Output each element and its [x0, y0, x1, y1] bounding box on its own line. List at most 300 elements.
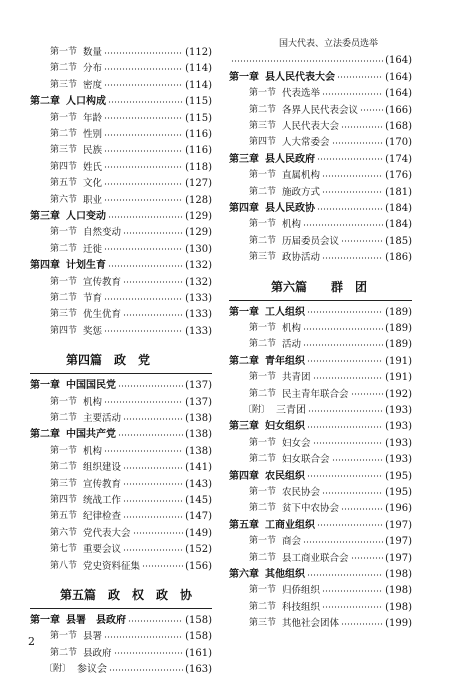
- toc-section-entry: [30, 647, 212, 660]
- toc-section-entry: [30, 144, 212, 157]
- entry-number: 第二节: [249, 388, 277, 399]
- entry-title: 妇女联合会: [282, 454, 330, 466]
- leader-dots: [142, 565, 183, 567]
- heading-rule: [30, 608, 212, 609]
- entry-page: (198): [385, 601, 412, 613]
- entry-number: 第三章: [30, 211, 60, 222]
- entry-number: 第四节: [50, 495, 78, 505]
- entry-page: (132): [185, 260, 212, 272]
- entry-number: 第四节: [50, 161, 78, 172]
- leader-dots: [104, 401, 183, 403]
- entry-page: (127): [185, 178, 212, 190]
- entry-number: 第二节: [50, 293, 78, 303]
- leader-dots: [123, 500, 183, 502]
- toc-chapter-entry: [229, 470, 412, 483]
- entry-page: (141): [185, 462, 212, 474]
- leader-dots: [322, 191, 383, 193]
- toc-section-entry: [229, 104, 412, 117]
- entry-number: 第四节: [249, 137, 277, 148]
- leader-dots: [322, 606, 383, 608]
- entry-page: (133): [185, 293, 212, 304]
- toc-chapter-entry: [30, 259, 212, 272]
- entry-page: (129): [185, 227, 212, 239]
- entry-page: (137): [185, 396, 212, 408]
- toc-chapter-entry: [229, 153, 412, 166]
- leader-dots: [303, 224, 383, 226]
- toc-section-entry: [30, 412, 212, 425]
- leader-dots: [118, 434, 183, 436]
- entry-number: 第六节: [50, 527, 78, 538]
- entry-number: 第一章: [229, 71, 259, 83]
- entry-page: (199): [385, 618, 412, 630]
- entry-number: 第六节: [50, 194, 78, 205]
- entry-page: (192): [385, 388, 412, 400]
- entry-number: 〔附〕: [44, 664, 72, 675]
- entry-number: 第一节: [50, 47, 78, 57]
- leader-dots: [341, 508, 383, 510]
- entry-title: 民主青年联合会: [282, 388, 349, 400]
- entry-page: (168): [385, 121, 412, 132]
- leader-dots: [123, 467, 183, 469]
- leader-dots: [123, 483, 183, 485]
- leader-dots: [322, 175, 383, 177]
- entry-page: (115): [185, 96, 212, 108]
- entry-title: 历届委员会议: [282, 235, 340, 247]
- entry-page: (128): [185, 194, 212, 206]
- leader-dots: [104, 52, 183, 54]
- leader-dots: [303, 328, 383, 330]
- toc-section-entry: [30, 560, 212, 573]
- leader-dots: [123, 281, 183, 283]
- entry-title: 县人民政协: [265, 203, 315, 214]
- entry-page: (198): [385, 569, 412, 580]
- toc-section-entry: [30, 308, 212, 321]
- entry-page: (114): [185, 79, 212, 91]
- entry-number: 第二节: [50, 243, 78, 254]
- entry-number: 第八节: [50, 560, 78, 571]
- leader-dots: [128, 620, 183, 622]
- entry-title: 人口构成: [66, 96, 106, 108]
- leader-dots: [337, 76, 383, 78]
- leader-dots: [307, 426, 383, 428]
- leader-dots: [303, 344, 383, 346]
- entry-page: (114): [185, 63, 212, 75]
- toc-section-entry: [229, 502, 412, 515]
- entry-number: 第三节: [50, 309, 78, 320]
- entry-page: (189): [385, 306, 412, 318]
- entry-page: (193): [385, 454, 412, 466]
- entry-number: 第二节: [50, 462, 78, 473]
- entry-number: 第四章: [229, 203, 259, 214]
- entry-page: (196): [385, 503, 412, 515]
- toc-section-entry: [229, 453, 412, 466]
- leader-dots: [341, 126, 383, 128]
- leader-dots: [360, 109, 383, 111]
- leader-dots: [313, 377, 384, 379]
- entry-title: 节育: [83, 293, 103, 304]
- leader-dots: [104, 298, 183, 300]
- toc-chapter-entry: [30, 428, 212, 441]
- entry-title: 商会: [282, 536, 302, 548]
- entry-number: 第三节: [50, 145, 78, 156]
- entry-title: 中国共产党: [66, 429, 116, 441]
- leader-dots: [104, 84, 183, 86]
- toc-section-entry: [30, 461, 212, 474]
- toc-section-entry: [229, 552, 412, 565]
- entry-title: 主要活动: [83, 413, 122, 424]
- entry-number: 第二章: [30, 96, 60, 108]
- entry-number: 第一节: [50, 112, 78, 123]
- toc-section-entry: [229, 584, 412, 597]
- toc-section-entry: [229, 617, 412, 630]
- entry-page: (166): [385, 104, 412, 116]
- page-number: 2: [28, 635, 35, 648]
- toc-section-entry: [229, 601, 412, 614]
- toc-section-entry: [30, 396, 212, 409]
- leader-dots: [104, 68, 183, 70]
- entry-number: 第二节: [50, 63, 78, 74]
- entry-page: (158): [185, 615, 212, 626]
- entry-page: (158): [185, 631, 212, 643]
- entry-title: 妇女组织: [265, 421, 305, 433]
- toc-section-entry: [30, 46, 212, 59]
- toc-section-entry: [229, 338, 412, 351]
- entry-number: 第三章: [229, 153, 259, 165]
- leader-dots: [322, 93, 383, 95]
- entry-title: 三青团: [276, 405, 307, 416]
- entry-page: (191): [385, 355, 412, 367]
- entry-number: 第一节: [50, 227, 78, 238]
- entry-number: 第一章: [30, 380, 60, 392]
- entry-page: (116): [185, 145, 212, 157]
- toc-section-entry: [30, 445, 212, 458]
- leader-dots: [313, 442, 384, 444]
- entry-title: 数量: [83, 47, 103, 58]
- leader-dots: [118, 385, 183, 387]
- entry-page: (132): [185, 276, 212, 288]
- toc-section-entry: [30, 177, 212, 190]
- leader-dots: [133, 532, 184, 534]
- entry-number: 第四节: [50, 325, 78, 336]
- toc-section-entry: [30, 292, 212, 305]
- entry-title: 优生优育: [83, 309, 122, 321]
- toc-section-entry: [229, 251, 412, 264]
- entry-number: 第二节: [249, 235, 277, 246]
- entry-title: 国大代表、立法委员选举: [279, 39, 379, 49]
- entry-page: (195): [385, 487, 412, 498]
- entry-title: 县署: [83, 631, 103, 643]
- entry-title: 纪律检查: [83, 511, 122, 523]
- entry-title: 分布: [83, 63, 103, 75]
- entry-number: 第二节: [249, 601, 277, 612]
- toc-section-entry: [30, 663, 212, 676]
- entry-page: (197): [385, 536, 412, 548]
- entry-title: 计划生育: [66, 260, 106, 272]
- entry-number: 第一节: [50, 445, 78, 456]
- toc-chapter-entry: [30, 614, 212, 627]
- entry-page: (138): [185, 445, 212, 457]
- entry-page: (193): [385, 421, 412, 433]
- entry-page: (138): [185, 413, 212, 424]
- part-heading: 第五篇 政 权 政 协: [60, 588, 193, 602]
- heading-rule: [30, 373, 212, 374]
- entry-number: 第二节: [249, 454, 277, 465]
- entry-number: 第二节: [249, 552, 277, 563]
- toc-section-entry: [229, 169, 412, 182]
- entry-title: 共青团: [282, 372, 311, 384]
- entry-title: 宣传教育: [83, 276, 122, 288]
- entry-number: 第二节: [249, 186, 277, 197]
- leader-dots: [104, 636, 183, 638]
- toc-section-entry: [229, 38, 412, 51]
- toc-section-entry: [30, 527, 212, 540]
- entry-number: 第二节: [50, 647, 78, 658]
- entry-title: 密度: [83, 79, 103, 91]
- leader-dots: [108, 101, 183, 103]
- leader-dots: [108, 216, 183, 218]
- toc-section-entry: [229, 535, 412, 548]
- entry-page: (115): [185, 112, 212, 124]
- entry-title: 机构: [282, 323, 302, 334]
- leader-dots: [123, 232, 183, 234]
- entry-page: (170): [385, 137, 412, 149]
- toc-section-entry: [30, 478, 212, 491]
- toc-section-entry: [30, 494, 212, 507]
- toc-section-entry: [30, 79, 212, 92]
- entry-number: 第五节: [50, 178, 78, 189]
- entry-title: 其他社会团体: [282, 618, 340, 630]
- part-heading: 第四篇 政 党: [66, 353, 151, 368]
- entry-number: 第三节: [249, 618, 277, 629]
- entry-title: 青年组织: [265, 355, 305, 367]
- toc-chapter-entry: [229, 71, 412, 84]
- leader-dots: [104, 134, 183, 136]
- entry-number: 第一节: [50, 396, 78, 407]
- entry-number: 第一章: [229, 306, 259, 318]
- entry-title: 其他组织: [265, 569, 305, 580]
- toc-section-entry: [229, 218, 412, 231]
- entry-number: 第一节: [249, 536, 277, 547]
- entry-title: 年龄: [83, 112, 103, 124]
- entry-number: 第四章: [229, 470, 259, 482]
- entry-page: (152): [185, 544, 212, 556]
- toc-chapter-entry: [229, 202, 412, 215]
- entry-title: 农民组织: [265, 470, 305, 482]
- entry-title: 机构: [83, 445, 103, 457]
- entry-title: 机构: [282, 219, 302, 231]
- entry-page: (149): [185, 527, 212, 539]
- entry-number: 第二节: [249, 339, 277, 350]
- leader-dots: [104, 166, 183, 168]
- entry-page: (164): [385, 71, 412, 83]
- entry-title: 姓氏: [83, 161, 103, 173]
- leader-dots: [307, 475, 383, 477]
- entry-page: (193): [385, 405, 412, 416]
- entry-title: 施政方式: [282, 186, 321, 198]
- entry-page: (137): [185, 380, 212, 392]
- toc-chapter-entry: [229, 519, 412, 532]
- entry-title: 机构: [83, 396, 103, 408]
- entry-title: 工商业组织: [265, 519, 315, 531]
- entry-title: 奖惩: [83, 325, 103, 337]
- entry-page: (147): [185, 511, 212, 523]
- toc-section-entry: [30, 243, 212, 256]
- leader-dots: [104, 330, 183, 332]
- entry-title: 科技组织: [282, 601, 321, 613]
- entry-number: 第三章: [229, 421, 259, 433]
- part-heading: 第六篇 群 团: [271, 279, 368, 294]
- entry-title: 统战工作: [83, 495, 122, 506]
- entry-page: (138): [185, 429, 212, 441]
- entry-page: (143): [185, 478, 212, 490]
- entry-page: (130): [185, 243, 212, 255]
- entry-number: 第二章: [30, 429, 60, 441]
- entry-page: (133): [185, 325, 212, 337]
- heading-rule: [229, 300, 412, 301]
- toc-section-entry: [30, 543, 212, 556]
- toc-section-entry: [30, 194, 212, 207]
- leader-dots: [114, 652, 184, 654]
- leader-dots: [104, 199, 183, 201]
- toc-section-entry: [30, 630, 212, 643]
- leader-dots: [322, 492, 383, 494]
- entry-number: 第二节: [50, 413, 78, 423]
- entry-number: 第一节: [249, 219, 277, 230]
- leader-dots: [307, 311, 383, 313]
- entry-title: 县人民代表大会: [265, 71, 335, 83]
- toc-section-entry: [30, 226, 212, 239]
- entry-page: (118): [185, 161, 212, 173]
- entry-number: 第二节: [249, 104, 277, 115]
- entry-page: (191): [385, 372, 412, 384]
- entry-title: 贫下中农协会: [282, 503, 340, 515]
- leader-dots: [123, 418, 183, 420]
- entry-page: (163): [185, 664, 212, 676]
- entry-number: 第六章: [229, 569, 259, 580]
- entry-title: 县署 县政府: [66, 615, 126, 626]
- toc-section-entry: [229, 404, 412, 417]
- entry-page: (195): [385, 470, 412, 482]
- entry-title: 人口变动: [66, 211, 106, 222]
- entry-page: (189): [385, 323, 412, 334]
- leader-dots: [317, 208, 383, 210]
- toc-chapter-entry: [229, 355, 412, 368]
- leader-dots: [231, 60, 383, 62]
- entry-number: 第一节: [249, 437, 277, 448]
- leader-dots: [332, 459, 384, 461]
- entry-page: (197): [385, 519, 412, 531]
- entry-page: (164): [385, 55, 412, 67]
- entry-page: (161): [185, 647, 212, 659]
- leader-dots: [104, 150, 183, 152]
- toc-section-entry: [30, 128, 212, 141]
- entry-number: 第一节: [50, 276, 78, 287]
- toc-section-entry: [229, 87, 412, 100]
- entry-number: 第二节: [50, 129, 78, 139]
- entry-page: (184): [385, 203, 412, 214]
- entry-page: (185): [385, 235, 412, 247]
- leader-dots: [104, 248, 183, 250]
- toc-section-entry: [229, 120, 412, 133]
- leader-dots: [307, 360, 383, 362]
- leader-dots: [317, 158, 383, 160]
- entry-number: 第五节: [50, 511, 78, 522]
- toc-section-entry: [229, 322, 412, 335]
- entry-title: 代表选举: [282, 88, 321, 100]
- entry-page: (145): [185, 495, 212, 506]
- leader-dots: [303, 541, 383, 543]
- toc-chapter-entry: [30, 210, 212, 223]
- toc-chapter-entry: [229, 306, 412, 319]
- entry-number: 第七节: [50, 544, 78, 555]
- leader-dots: [123, 314, 183, 316]
- leader-dots: [123, 516, 183, 518]
- entry-title: 县工商业联合会: [282, 552, 349, 564]
- entry-number: 第三节: [50, 478, 78, 489]
- leader-dots: [351, 557, 384, 559]
- entry-title: 迁徙: [83, 243, 103, 255]
- entry-page: (174): [385, 153, 412, 165]
- toc-section-entry: [229, 136, 412, 149]
- leader-dots: [104, 117, 183, 119]
- entry-number: 第一节: [249, 372, 277, 383]
- toc-section-entry: [229, 486, 412, 499]
- entry-number: 〔附〕: [243, 405, 271, 415]
- toc-section-entry: [229, 186, 412, 199]
- entry-page: (189): [385, 339, 412, 351]
- toc-chapter-entry: [30, 379, 212, 392]
- entry-page: (164): [385, 88, 412, 100]
- entry-page: (156): [185, 560, 212, 572]
- entry-page: (129): [185, 211, 212, 222]
- entry-number: 第二章: [229, 355, 259, 367]
- entry-page: (197): [385, 552, 412, 564]
- toc-chapter-entry: [229, 420, 412, 433]
- toc-section-entry: [30, 325, 212, 338]
- leader-dots: [351, 393, 384, 395]
- entry-page: (193): [385, 437, 412, 449]
- entry-page: (186): [385, 252, 412, 264]
- entry-number: 第一节: [249, 170, 277, 181]
- entry-page: (133): [185, 309, 212, 321]
- entry-title: 人民代表大会: [282, 121, 340, 132]
- leader-dots: [341, 623, 383, 625]
- entry-number: 第一节: [249, 585, 277, 596]
- leader-dots: [332, 142, 384, 144]
- leader-dots: [322, 590, 383, 592]
- leader-dots: [341, 240, 383, 242]
- leader-dots: [108, 265, 183, 267]
- leader-dots: [104, 450, 183, 452]
- toc-chapter-entry: [30, 95, 212, 108]
- entry-number: 第一节: [249, 487, 277, 497]
- toc-section-entry: [229, 437, 412, 450]
- entry-number: 第四章: [30, 260, 60, 272]
- entry-number: 第三节: [249, 121, 277, 131]
- leader-dots: [317, 524, 383, 526]
- entry-title: 直属机构: [282, 170, 321, 182]
- leader-dots: [308, 410, 383, 412]
- entry-number: 第一节: [50, 631, 78, 642]
- entry-title: 县人民政府: [265, 153, 315, 165]
- toc-section-entry: [30, 276, 212, 289]
- entry-title: 工人组织: [265, 306, 305, 318]
- entry-number: 第三节: [249, 252, 277, 263]
- toc-section-entry: [30, 510, 212, 523]
- entry-title: 党史资料征集: [83, 560, 141, 572]
- toc-chapter-entry: [229, 568, 412, 581]
- entry-page: (181): [385, 186, 412, 198]
